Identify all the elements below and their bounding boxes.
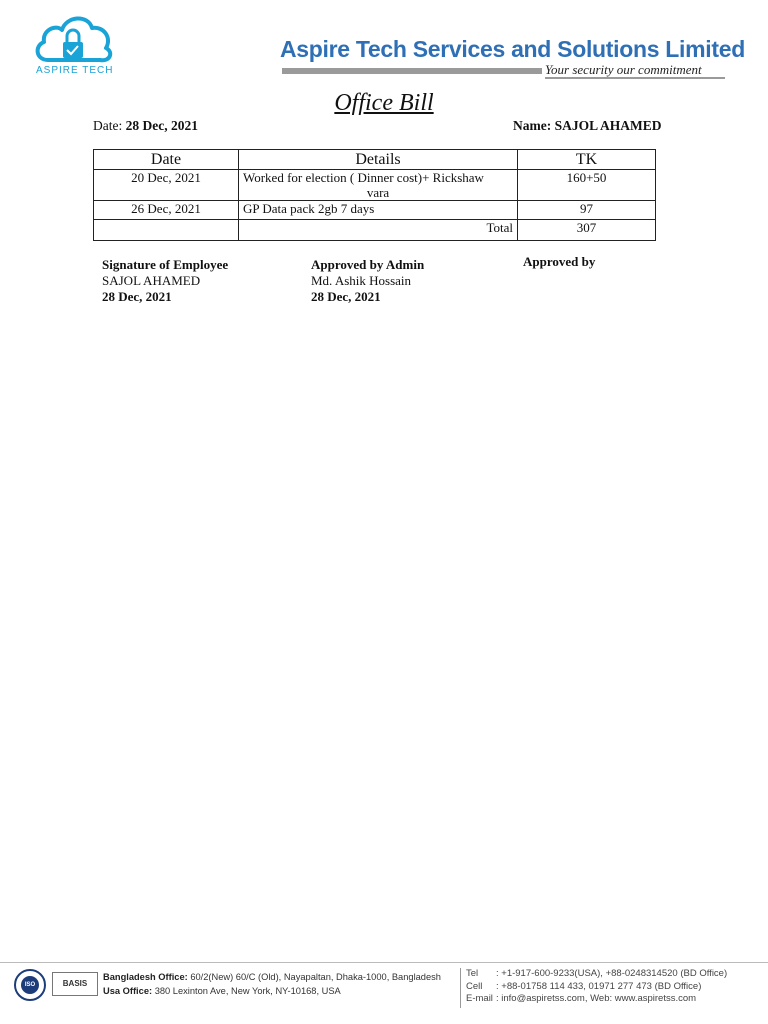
- bill-date: [93, 118, 198, 134]
- header-rule: [282, 68, 542, 74]
- iso-badge-text: ISO: [21, 976, 39, 994]
- name-label: Name:: [513, 118, 552, 133]
- date-value: 28 Dec, 2021: [125, 118, 198, 133]
- tel-label: Tel: [466, 968, 479, 979]
- total-label: Total: [239, 220, 518, 241]
- bd-office-address: 60/2(New) 60/C (Old), Nayapaltan, Dhaka-1000, Bangladesh: [190, 972, 441, 982]
- table-row: [94, 170, 656, 201]
- column-header-tk: TK: [518, 150, 656, 170]
- usa-office-address: 380 Lexinton Ave, New York, NY-10168, USA: [154, 986, 341, 996]
- header-rule-right: [545, 77, 725, 79]
- row-details: [239, 170, 518, 201]
- column-header-details: Details: [239, 150, 518, 170]
- office-addresses: [103, 970, 441, 998]
- footer-vertical-divider: [460, 968, 461, 1008]
- total-row: [94, 220, 656, 241]
- footer-divider: [0, 962, 768, 963]
- name-value: SAJOL AHAMED: [554, 118, 662, 133]
- company-tagline: Your security our commitment: [545, 62, 702, 77]
- bd-office-line: [103, 970, 441, 984]
- row-details: GP Data pack 2gb 7 days: [239, 201, 518, 220]
- document-title: Office Bill: [334, 90, 434, 116]
- total-value: 307: [518, 220, 656, 241]
- basis-membership-badge: BASIS: [52, 972, 98, 996]
- bill-table: [93, 149, 656, 241]
- row-amount: 160+50: [518, 170, 656, 201]
- row-date: 26 Dec, 2021: [94, 201, 239, 220]
- usa-office-label: Usa Office:: [103, 986, 153, 996]
- table-row: [94, 201, 656, 220]
- bd-office-label: Bangladesh Office:: [103, 972, 188, 982]
- cell-value: : +88-01758 114 433, 01971 277 473 (BD Office): [496, 980, 702, 992]
- row-details-continued: vara: [366, 185, 390, 200]
- admin-approval-block: [311, 257, 424, 305]
- total-row-empty: [94, 220, 239, 241]
- logo-text: ASPIRE TECH: [36, 65, 114, 76]
- row-date: 20 Dec, 2021: [94, 170, 239, 201]
- email-line: [466, 993, 727, 1006]
- email-label: E-mail: [466, 993, 493, 1004]
- cell-line: [466, 981, 727, 994]
- cell-label: Cell: [466, 980, 483, 992]
- usa-office-line: [103, 984, 441, 998]
- contact-info: [466, 968, 727, 1006]
- date-label: Date:: [93, 118, 123, 133]
- employee-name: [513, 118, 662, 134]
- admin-approval-heading: Approved by Admin: [311, 257, 425, 272]
- admin-approval-date: 28 Dec, 2021: [311, 289, 381, 304]
- tel-line: [466, 968, 727, 981]
- employee-signature-heading: Signature of Employee: [102, 257, 229, 272]
- table-header-row: [94, 150, 656, 170]
- employee-signature-date: 28 Dec, 2021: [102, 289, 172, 304]
- tel-value: : +1-917-600-9233(USA), +88-0248314520 (BD Office): [496, 968, 728, 979]
- company-name: Aspire Tech Services and Solutions Limited: [280, 36, 745, 62]
- admin-approval-name: Md. Ashik Hossain: [311, 273, 412, 288]
- final-approval-heading: Approved by: [523, 254, 596, 269]
- row-amount: 97: [518, 201, 656, 220]
- final-approval-block: [523, 254, 595, 270]
- employee-signature-name: SAJOL AHAMED: [102, 273, 201, 288]
- iso-certification-badge: [14, 969, 46, 1001]
- row-details-line: Worked for election ( Dinner cost)+ Rickshaw: [243, 170, 484, 185]
- email-value[interactable]: : info@aspiretss.com, Web: www.aspiretss.com: [496, 993, 697, 1004]
- employee-signature-block: [102, 257, 228, 305]
- column-header-date: Date: [94, 150, 239, 170]
